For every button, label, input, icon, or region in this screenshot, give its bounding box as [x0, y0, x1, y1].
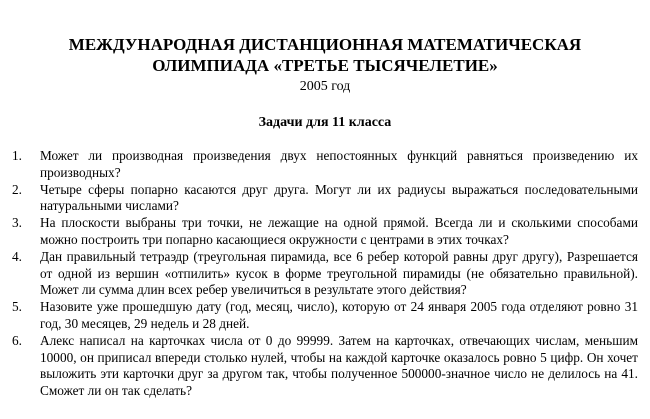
problem-number: 6. — [12, 332, 22, 348]
problem-number: 1. — [12, 148, 22, 163]
problem-text: Назовите уже прошедшую дату (год, месяц, число), которую от 24 января 2005 года отделяют ровно 31 год, 30 месяцев, 29 недель и 28 дней. — [40, 299, 638, 331]
problem-number: 4. — [12, 248, 22, 264]
document-year: 2005 год — [299, 79, 351, 94]
problem-item-5 — [0, 299, 650, 333]
problem-number: 2. — [12, 181, 22, 197]
title-line-1: МЕЖДУНАРОДНАЯ ДИСТАНЦИОННАЯ МАТЕМАТИЧЕСКАЯ — [68, 35, 582, 54]
problem-text: Четыре сферы попарно касаются друг друга. Могут ли их радиусы выражаться последовательными натуральными числами? — [40, 181, 638, 214]
document-title — [0, 34, 650, 76]
problem-number: 5. — [12, 299, 22, 315]
problem-item-1 — [0, 148, 650, 182]
problem-number: 3. — [12, 215, 22, 231]
title-line-2: ОЛИМПИАДА «ТРЕТЬЕ ТЫСЯЧЕЛЕТИЕ» — [152, 56, 498, 75]
problem-text: Может ли производная произведения двух непостоянных функций равняться произведению их производных? — [40, 148, 638, 180]
document-subtitle: Задачи для 11 класса — [258, 115, 392, 130]
problem-item-4 — [0, 249, 650, 299]
problem-text: Алекс написал на карточках числа от 0 до 99999. Затем на карточках, отвечающих числам, меньшим 10000, он приписал впереди столько нулей, чтобы на каждой карточке оказалось ровно 5 цифр. Он хочет выложить эти карточки друг за другом так, чтобы полученное 500000-значное число не делилось на 41. Сможет ли он так сделать? — [40, 332, 638, 399]
problem-text: На плоскости выбраны три точки, не лежащие на одной прямой. Всегда ли и сколькими способами можно построить три попарно касающиеся окружности с центрами в этих точках? — [40, 215, 638, 247]
problem-item-2 — [0, 182, 650, 216]
problem-item-3 — [0, 215, 650, 249]
problem-text: Дан правильный тетраэдр (треугольная пирамида, все 6 ребер которой равны друг другу), Разрешается от одной из вершин «отпилить» кусок в форме треугольной пирамиды (не обязательно правильной). Может ли сумма длин всех ребер увеличиться в результате этого действия? — [40, 248, 638, 298]
problem-item-6 — [0, 333, 650, 400]
problem-list — [0, 148, 650, 400]
